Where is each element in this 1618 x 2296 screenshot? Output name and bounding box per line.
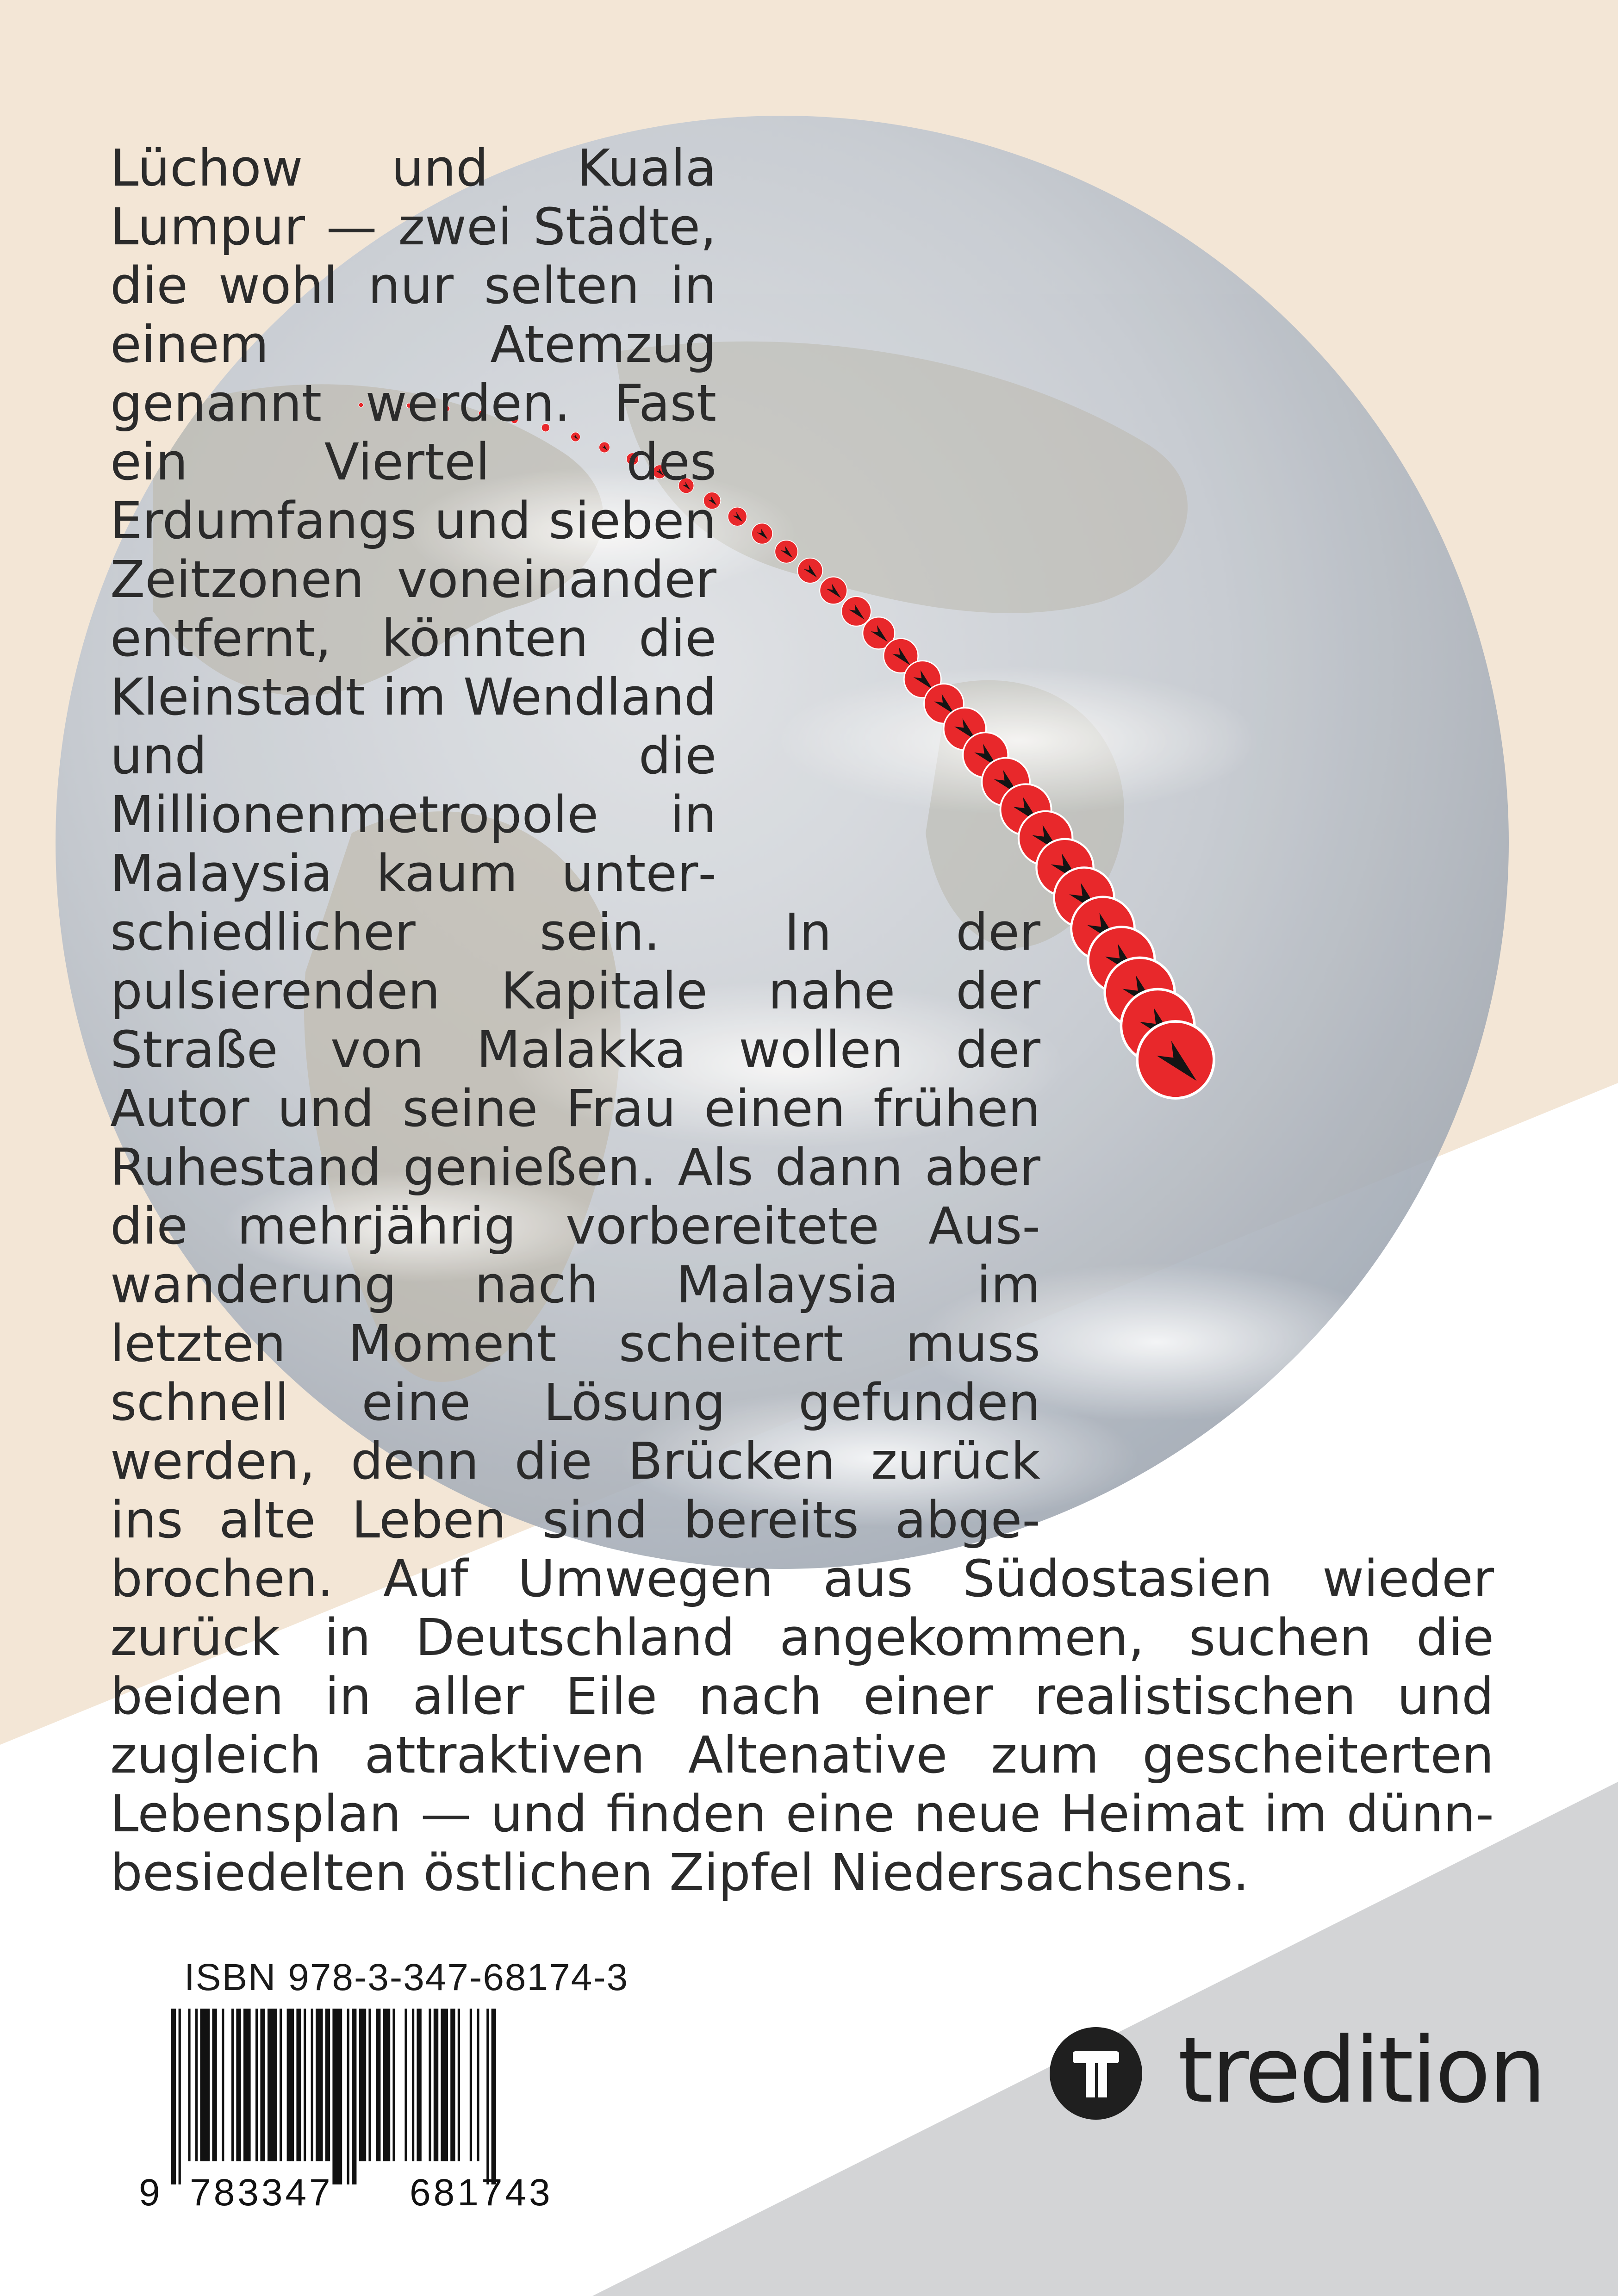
barcode-bar [429,2009,431,2161]
barcode-bar [383,2009,391,2161]
barcode-bar [412,2009,414,2161]
barcode-bar [486,2009,489,2184]
barcode-bar [417,2009,421,2161]
barcode-bar [255,2009,258,2161]
barcode-bar [280,2009,282,2161]
barcode-bar [376,2009,380,2161]
route-wrap-spacer [1040,892,1494,1540]
barcode-bar [188,2009,190,2161]
blurb-text [110,139,1494,1902]
barcode-bar [404,2009,407,2161]
barcode-bar [458,2009,460,2161]
isbn-label: ISBN 978-3-347-68174-3 [184,1956,629,1998]
barcode-bar [195,2009,198,2161]
barcode-bar [332,2009,342,2184]
barcode-bar [296,2009,301,2161]
barcode-bar [304,2009,306,2161]
isbn-barcode [139,2009,606,2208]
barcode-bar [470,2009,472,2161]
blurb-paragraph: Lüchow und Kuala Lumpur — zwei Städte, die wohl nur selten in einem Atemzug genannt werden. Fast ein Viertel des Erdumfangs und sieben Zeitzonen voneinander entfernt, könnten die Kleinstadt im Wendland und die Millionenmetropole in Malaysia kaum unterschiedlicher sein. In der pulsierenden Kapitale nahe der Straße von Malakka wollen der Autor und seine Frau einen frühen Ruhestand genießen. Als dann aber die mehrjährig vorbereitete Auswanderung nach Malaysia im letzten Moment scheitert muss schnell eine Lösung gefunden werden, denn die Brücken zurück ins alte Leben sind bereits abgebrochen. Auf Umwegen aus Südostasien wieder zurück in Deutschland angekommen, suchen die beiden in aller Eile nach einer realistischen und zugleich attraktiven Altenative zum gescheiterten Lebensplan — und finden eine neue Heimat im dünnbesiedelten östlichen Zipfel Niedersachsens. [110,138,1494,1902]
barcode-bar [368,2009,371,2161]
barcode-bar [200,2009,210,2161]
barcode-left-group: 783347 [190,2172,333,2208]
barcode-bar [287,2009,294,2161]
barcode-bar [347,2009,349,2184]
barcode-bar [268,2009,277,2161]
publisher-name: tredition [1178,2018,1545,2123]
barcode-bar [179,2009,181,2184]
barcode-bar [492,2009,496,2184]
barcode-bar [231,2009,234,2161]
barcode-bar [434,2009,438,2161]
barcode-bar [311,2009,313,2161]
route-wrap-spacer [716,374,1494,892]
barcode-bar [316,2009,323,2161]
barcode-bar [352,2009,356,2184]
tredition-t-icon [1050,2027,1142,2120]
barcode-right-group: 681743 [410,2172,553,2208]
barcode-bar [212,2009,217,2161]
barcode-bar [260,2009,265,2161]
barcode-bar [392,2009,395,2161]
barcode-bar [477,2009,479,2161]
barcode-bar [325,2009,330,2161]
barcode-bar [236,2009,241,2161]
barcode-lead-digit: 9 [139,2172,160,2208]
barcode-bar [441,2009,448,2161]
barcode-bar [243,2009,251,2161]
barcode-bar [222,2009,224,2161]
barcode-bar [171,2009,176,2184]
barcode-bar [359,2009,367,2161]
barcode-bar [450,2009,455,2161]
barcode-bars [171,2009,496,2184]
